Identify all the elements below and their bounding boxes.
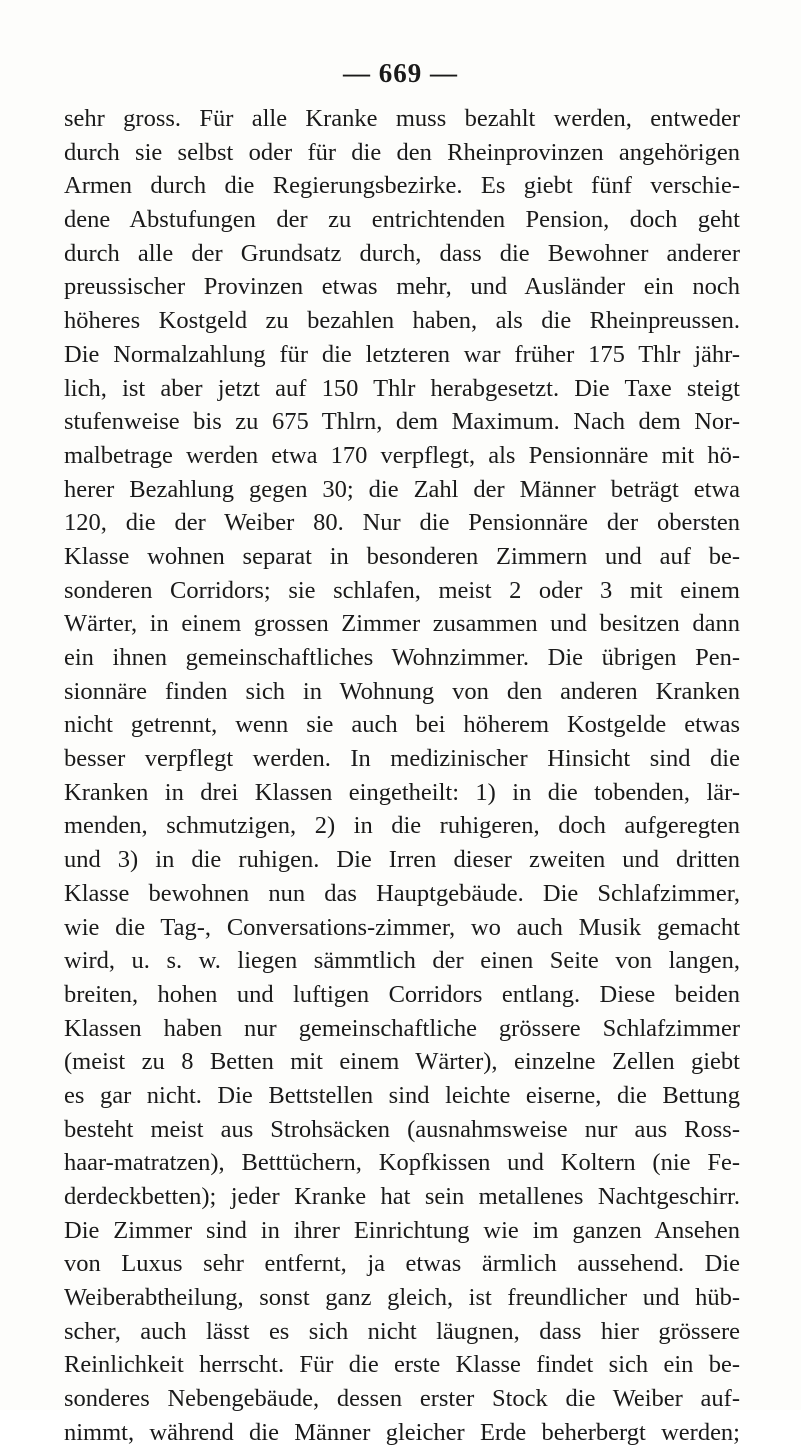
text-line: besser verpflegt werden. In medizinischer Hinsicht sind die bbox=[64, 745, 740, 773]
text-line: preussischer Provinzen etwas mehr, und Ausländer ein noch bbox=[64, 273, 740, 301]
text-line: nimmt, während die Männer gleicher Erde beherbergt werden; bbox=[64, 1418, 740, 1446]
text-line: von Luxus sehr entfernt, ja etwas ärmlich aussehend. Die bbox=[64, 1250, 740, 1278]
text-line: ein ihnen gemeinschaftliches Wohnzimmer. Die übrigen Pen- bbox=[64, 644, 740, 671]
text-line: Klasse wohnen separat in besonderen Zimmern und auf be- bbox=[64, 542, 740, 570]
text-line: wird, u. s. w. liegen sämmtlich der einen Seite von langen, bbox=[64, 947, 740, 975]
text-line: Klasse bewohnen nun das Hauptgebäude. Die Schlafzimmer, bbox=[64, 879, 740, 907]
text-line: wie die Tag-, Conversations-zimmer, wo auch Musik gemacht bbox=[64, 913, 740, 941]
text-line: sionnäre finden sich in Wohnung von den anderen Kranken bbox=[64, 677, 740, 705]
text-line: menden, schmutzigen, 2) in die ruhigeren, doch aufgeregten bbox=[64, 812, 740, 840]
text-line: durch alle der Grundsatz durch, dass die Bewohner anderer bbox=[64, 239, 740, 267]
text-line: durch sie selbst oder für die den Rheinprovinzen angehörigen bbox=[64, 138, 740, 166]
text-line: breiten, hohen und luftigen Corridors entlang. Diese beiden bbox=[64, 980, 740, 1008]
text-line: Reinlichkeit herrscht. Für die erste Klasse findet sich ein be- bbox=[64, 1351, 740, 1379]
text-line: herer Bezahlung gegen 30; die Zahl der Männer beträgt etwa bbox=[64, 475, 740, 503]
text-line: Weiberabtheilung, sonst ganz gleich, ist freundlicher und hüb- bbox=[64, 1284, 740, 1312]
text-line: dene Abstufungen der zu entrichtenden Pension, doch geht bbox=[64, 206, 740, 234]
text-line: derdeckbetten); jeder Kranke hat sein metallenes Nachtgeschirr. bbox=[64, 1183, 740, 1210]
text-line: lich, ist aber jetzt auf 150 Thlr herabgesetzt. Die Taxe steigt bbox=[64, 374, 740, 402]
text-line: Die Normalzahlung für die letzteren war früher 175 Thlr jähr- bbox=[64, 340, 740, 368]
text-line: Klassen haben nur gemeinschaftliche grössere Schlafzimmer bbox=[64, 1014, 740, 1042]
text-line: (meist zu 8 Betten mit einem Wärter), einzelne Zellen giebt bbox=[64, 1048, 740, 1076]
text-line: sonderen Corridors; sie schlafen, meist 2 oder 3 mit einem bbox=[64, 576, 740, 604]
text-line: Kranken in drei Klassen eingetheilt: 1) in die tobenden, lär- bbox=[64, 778, 740, 806]
page-number: — 669 — bbox=[343, 58, 458, 88]
text-line: haar-matratzen), Betttüchern, Kopfkissen und Koltern (nie Fe- bbox=[64, 1149, 740, 1177]
text-line: malbetrage werden etwa 170 verpflegt, als Pensionnäre mit hö- bbox=[64, 441, 740, 469]
text-line: Die Zimmer sind in ihrer Einrichtung wie im ganzen Ansehen bbox=[64, 1216, 740, 1244]
text-line: und 3) in die ruhigen. Die Irren dieser zweiten und dritten bbox=[64, 846, 740, 874]
body-text bbox=[64, 102, 740, 1450]
text-line: es gar nicht. Die Bettstellen sind leichte eiserne, die Bettung bbox=[64, 1081, 740, 1109]
text-line: 120, die der Weiber 80. Nur die Pensionnäre der obersten bbox=[64, 509, 740, 537]
text-line: nicht getrennt, wenn sie auch bei höherem Kostgelde etwas bbox=[64, 711, 740, 739]
text-line: scher, auch lässt es sich nicht läugnen, dass hier grössere bbox=[64, 1317, 740, 1345]
text-line: Armen durch die Regierungsbezirke. Es giebt fünf verschie- bbox=[64, 172, 740, 200]
text-line: besteht meist aus Strohsäcken (ausnahmsweise nur aus Ross- bbox=[64, 1115, 740, 1143]
text-line: stufenweise bis zu 675 Thlrn, dem Maximum. Nach dem Nor- bbox=[64, 408, 740, 436]
text-line: höheres Kostgeld zu bezahlen haben, als die Rheinpreussen. bbox=[64, 307, 740, 335]
text-line: Wärter, in einem grossen Zimmer zusammen und besitzen dann bbox=[64, 610, 740, 638]
text-line: sonderes Nebengebäude, dessen erster Stock die Weiber auf- bbox=[64, 1385, 740, 1413]
text-line: sehr gross. Für alle Kranke muss bezahlt werden, entweder bbox=[64, 105, 740, 132]
